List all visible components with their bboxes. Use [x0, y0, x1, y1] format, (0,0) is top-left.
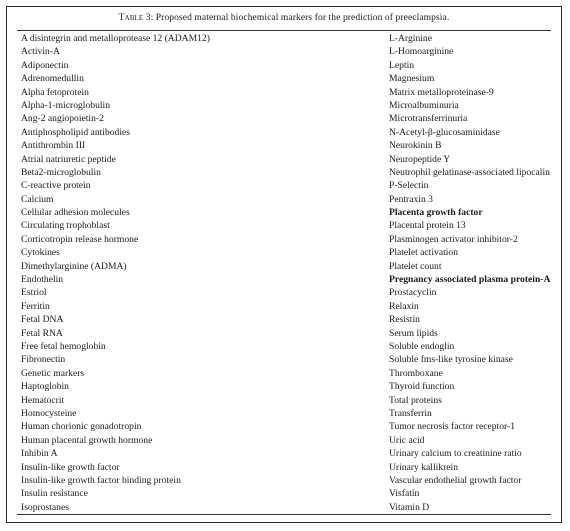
marker-cell-highlighted: Placenta growth factor: [389, 207, 483, 219]
bottom-rule: [17, 514, 551, 515]
marker-cell: Ferritin: [21, 300, 50, 312]
marker-cell: P-Selectin: [389, 180, 429, 192]
marker-cell: Ang-2 angiopoietin-2: [21, 113, 104, 125]
marker-cell: N-Acetyl-β-glucosaminidase: [389, 126, 500, 138]
marker-cell: Calcium: [21, 193, 54, 205]
marker-cell: Vitamin D: [389, 501, 430, 513]
marker-cell: Neuropeptide Y: [389, 153, 451, 165]
marker-cell: Prostacyclin: [389, 287, 437, 299]
marker-cell: Genetic markers: [21, 367, 85, 379]
marker-cell: Matrix metalloproteinase-9: [389, 86, 494, 98]
marker-cell: Alpha fetoprotein: [21, 86, 89, 98]
marker-cell: Transferrin: [389, 407, 432, 419]
marker-table: [6, 6, 562, 523]
marker-cell: Serum lipids: [389, 327, 438, 339]
marker-cell: Urinary calcium to creatinine ratio: [389, 448, 522, 460]
right-column: [389, 32, 559, 514]
marker-cell: Insulin-like growth factor: [21, 461, 120, 473]
top-rule: [17, 30, 551, 31]
marker-cell: Inhibin A: [21, 448, 58, 460]
marker-cell: Haptoglobin: [21, 381, 69, 393]
marker-cell: Hematocrit: [21, 394, 65, 406]
marker-cell: Platelet count: [389, 260, 442, 272]
marker-cell: L-Arginine: [389, 33, 432, 44]
marker-cell: Thromboxane: [389, 367, 443, 379]
marker-cell: Placental protein 13: [389, 220, 466, 232]
marker-cell: Magnesium: [389, 73, 435, 85]
marker-cell: Dimethylarginine (ADMA): [21, 260, 127, 272]
marker-cell: L-Homoarginine: [389, 46, 454, 58]
marker-cell: Uric acid: [389, 434, 425, 446]
marker-cell: Adiponectin: [21, 59, 69, 71]
table-label: Table 3: [118, 13, 151, 23]
marker-cell: Urinary kallikrein: [389, 461, 458, 473]
marker-cell: Insulin resistance: [21, 488, 88, 500]
marker-cell: Leptin: [389, 59, 415, 71]
marker-cell: Cytokines: [21, 247, 60, 259]
marker-cell: Human chorionic gonadotropin: [21, 421, 142, 433]
marker-cell: Beta2-microglobulin: [21, 166, 101, 178]
marker-cell: Soluble fms-like tyrosine kinase: [389, 354, 513, 366]
marker-cell: Homocysteine: [21, 407, 77, 419]
marker-cell: Visfatin: [389, 488, 420, 500]
marker-cell: Free fetal hemoglobin: [21, 340, 106, 352]
marker-cell: Circulating trophoblast: [21, 220, 110, 232]
marker-cell: Atrial natriuretic peptide: [21, 153, 116, 165]
marker-cell: Total proteins: [389, 394, 442, 406]
table-title: : Proposed maternal biochemical markers for the prediction of preeclampsia.: [150, 13, 450, 23]
marker-cell: Fetal DNA: [21, 314, 64, 326]
marker-cell: Fibronectin: [21, 354, 66, 366]
marker-cell: Antithrombin III: [21, 140, 86, 152]
marker-cell: A disintegrin and metalloprotease 12 (ADAM12): [21, 33, 210, 44]
marker-cell: Vascular endothelial growth factor: [389, 474, 522, 486]
marker-cell: Pentraxin 3: [389, 193, 433, 205]
marker-cell: Microalbuminuria: [389, 99, 459, 111]
marker-cell: Alpha-1-microglobulin: [21, 99, 110, 111]
marker-cell: Activin-A: [21, 46, 60, 58]
left-column: [21, 32, 381, 514]
marker-cell: Microtransferrinuria: [389, 113, 468, 125]
marker-cell: Fetal RNA: [21, 327, 63, 339]
marker-cell: Isoprostanes: [21, 501, 69, 513]
marker-cell: Resistin: [389, 314, 420, 326]
marker-cell: Human placental growth hormone: [21, 434, 153, 446]
marker-cell: Relaxin: [389, 300, 419, 312]
marker-cell: Adrenomedullin: [21, 73, 84, 85]
marker-cell: Thyroid function: [389, 381, 455, 393]
marker-cell: Endothelin: [21, 274, 64, 286]
marker-cell: Neutrophil gelatinase-associated lipocalin: [389, 166, 550, 178]
table-caption: [7, 12, 561, 25]
marker-cell: Corticotropin release hormone: [21, 233, 139, 245]
marker-cell: Estriol: [21, 287, 47, 299]
marker-cell: Plasminogen activator inhibitor-2: [389, 233, 518, 245]
marker-cell: Tumor necrosis factor receptor-1: [389, 421, 515, 433]
marker-cell: Platelet activation: [389, 247, 458, 259]
marker-cell: Insulin-like growth factor binding protein: [21, 474, 181, 486]
marker-cell: Cellular adhesion molecules: [21, 207, 130, 219]
marker-cell: C-reactive protein: [21, 180, 91, 192]
marker-cell: Antiphospholipid antibodies: [21, 126, 130, 138]
marker-cell-highlighted: Pregnancy associated plasma protein-A: [389, 274, 551, 286]
marker-cell: Neurokinin B: [389, 140, 442, 152]
marker-cell: Soluble endoglin: [389, 340, 455, 352]
